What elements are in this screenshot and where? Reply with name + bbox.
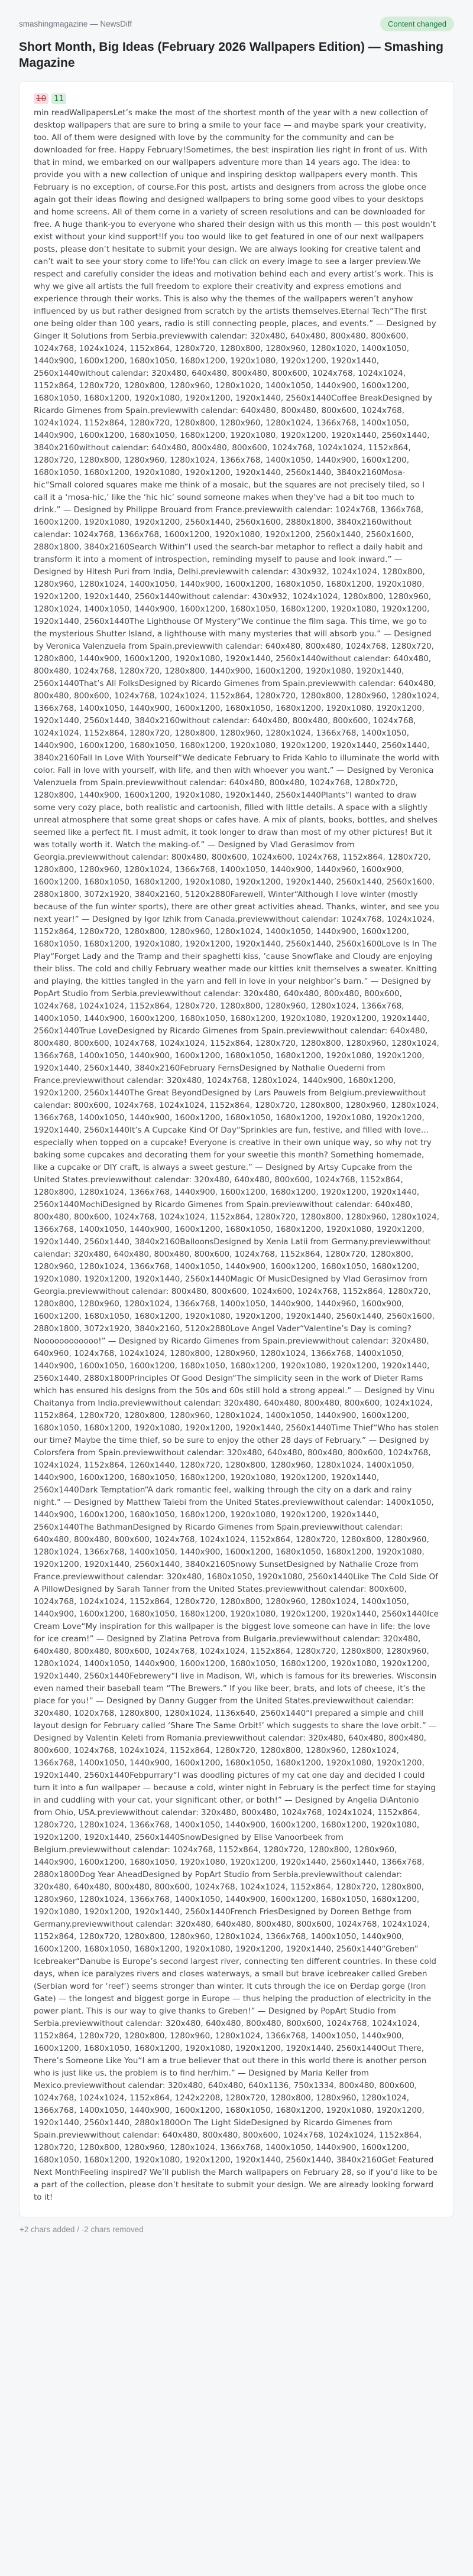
diff-summary-note: +2 chars added / -2 chars removed [20, 2224, 144, 2234]
diff-removed-text: 10 [34, 93, 48, 104]
status-badge: Content changed [380, 17, 454, 31]
article-diff-body: min readWallpapersLet’s make the most of the shortest month of the year with a new collection of desktop wallpapers that are sure to bring a smile to your face — and maybe spark your creativity, too. All of them were designed with love by the community for the community and can be downloaded for free. Happy February!Sometimes, the best inspiration lies right in front of us. With that in mind, we embarked on our wallpapers adventure more than 14 years ago. The idea: to provide you with a new collection of unique and inspiring desktop wallpapers every month. This February is no exception, of course.For this post, artists and designers from across the globe once again got their ideas flowing and designed wallpapers to bring some good vibes to your desktops and home screens. All of them come in a variety of screen resolutions and can be downloaded for free. A huge thank-you to everyone who shared their design with us this month — this post wouldn’t exist without your kind support!If you too would like to get featured in one of our next wallpapers posts, please don’t hesitate to submit your design. We are always looking for creative talent and can’t wait to see your story come to life!You can click on every image to see a larger preview.We respect and carefully consider the ideas and motivation behind each and every artist’s work. This is why we give all artists the full freedom to explore their creativity and express emotions and experience through their works. This is also why the themes of the wallpapers weren’t anyhow influenced by us but rather designed from scratch by the artists themselves.Eternal Tech“The first one being older than 100 years, radio is still connecting people, places, and events.” — Designed by Ginger It Solutions from Serbia.previewwith calendar: 320x480, 640x480, 800x480, 800x600, 1024x768, 1024x1024, 1152x864, 1280x720, 1280x800, 1280x960, 1280x1020, 1400x1050, 1440x900, 1600x1200, 1680x1050, 1680x1200, 1920x1080, 1920x1200, 1920x1440, 2560x1440without calendar: 320x480, 640x480, 800x480, 800x600, 1024x768, 1024x1024, 1152x864, 1280x720, 1280x800, 1280x960, 1280x1020, 1400x1050, 1440x900, 1600x1200, 1680x1050, 1680x1200, 1920x1080, 1920x1200, 1920x1440, 2560x1440Coffee BreakDesigned by Ricardo Gimenes from Spain.previewwith calendar: 640x480, 800x480, 800x600, 1024x768, 1024x1024, 1152x864, 1280x720, 1280x800, 1280x960, 1280x1024, 1366x768, 1400x1050, 1440x900, 1600x1200, 1680x1050, 1680x1200, 1920x1080, 1920x1200, 1920x1440, 2560x1440, 3840x2160without calendar: 640x480, 800x480, 800x600, 1024x768, 1024x1024, 1152x864, 1280x720, 1280x800, 1280x960, 1280x1024, 1366x768, 1400x1050, 1440x900, 1600x1200, 1680x1050, 1680x1200, 1920x1080, 1920x1200, 1920x1440, 2560x1440, 3840x2160Mosa-hic“Small colored squares make me think of a mosaic, but the squares are not precisely tiled, so I call it a ‘mosa-hic,’ like the ‘hic hic’ sound someone makes when they’ve had a bit too much to drink.” — Designed by Philippe Brouard from France.previewwith calendar: 1024x768, 1366x768, 1600x1200, 1920x1080, 1920x1200, 2560x1440, 2560x1600, 2880x1800, 3840x2160without calendar: 1024x768, 1366x768, 1600x1200, 1920x1080, 1920x1200, 2560x1440, 2560x1600, 2880x1800, 3840x2160Search Within“I used the search-bar metaphor to reflect a daily habit and transform it into a moment of introspection, reminding myself to pause and look inward.” — Designed by Hitesh Puri from India, Delhi.previewwith calendar: 430x932, 1024x1024, 1280x800, 1280x960, 1280x1024, 1400x1050, 1440x900, 1600x1200, 1680x1050, 1680x1200, 1920x1080, 1920x1200, 1920x1440, 2560x1440without calendar: 430x932, 1024x1024, 1280x800, 1280x960, 1280x1024, 1400x1050, 1440x900, 1600x1200, 1680x1050, 1680x1200, 1920x1080, 1920x1200, 1920x1440, 2560x1440The Lighthouse Of Mystery“We continue the film saga. This time, we go to the mysterious Shutter Island, a lighthouse with many mysteries that will absorb you.” — Designed by Veronica Valenzuela from Spain.previewwith calendar: 640x480, 800x480, 1024x768, 1280x720, 1280x800, 1440x900, 1600x1200, 1920x1080, 1920x1440, 2560x1440without calendar: 640x480, 800x480, 1024x768, 1280x720, 1280x800, 1440x900, 1600x1200, 1920x1080, 1920x1440, 2560x1440That’s All FolksDesigned by Ricardo Gimenes from Spain.previewwith calendar: 640x480, 800x480, 800x600, 1024x768, 1024x1024, 1152x864, 1280x720, 1280x800, 1280x960, 1280x1024, 1366x768, 1400x1050, 1440x900, 1600x1200, 1680x1050, 1680x1200, 1920x1080, 1920x1200, 1920x1440, 2560x1440, 3840x2160without calendar: 640x480, 800x480, 800x600, 1024x768, 1024x1024, 1152x864, 1280x720, 1280x800, 1280x960, 1280x1024, 1366x768, 1400x1050, 1440x900, 1600x1200, 1680x1050, 1680x1200, 1920x1080, 1920x1200, 1920x1440, 2560x1440, 3840x2160Fall In Love With Yourself“We dedicate February to Frida Kahlo to illuminate the world with color. Fall in love with yourself, with life, and then with whoever you want.” — Designed by Veronica Valenzuela from Spain.previewwithout calendar: 640x480, 800x480, 1024x768, 1280x720, 1280x800, 1440x900, 1600x1200, 1920x1080, 1920x1440, 2560x1440Plants“I wanted to draw some very cozy place, both realistic and cartoonish, filled with little details. A space with a slightly unreal atmosphere that some great shops or cafes have. A mix of plants, books, bottles, and shelves seemed like a perfect fit. I must admit, it took longer to draw than most of my other pictures! But it was totally worth it. Watch the making-of.” — Designed by Vlad Gerasimov from Georgia.previewwithout calendar: 800x480, 800x600, 1024x600, 1024x768, 1152x864, 1280x720, 1280x800, 1280x960, 1280x1024, 1366x768, 1400x1050, 1440x900, 1440x960, 1600x900, 1600x1200, 1680x1050, 1680x1200, 1920x1080, 1920x1200, 1920x1440, 2560x1440, 2560x1600, 2880x1800, 3072x1920, 3840x2160, 5120x2880Farewell, Winter“Although I love winter (mostly because of the fun winter sports), there are other great activities ahead. Thanks, winter, and see you next year!” — Designed by Igor Izhik from Canada.previewwithout calendar: 1024x768, 1024x1024, 1152x864, 1280x720, 1280x800, 1280x960, 1280x1024, 1400x1050, 1440x900, 1600x1200, 1680x1050, 1680x1200, 1920x1080, 1920x1200, 1920x1440, 2560x1440, 2560x1600Love Is In The Play“Forget Lady and the Tramp and their spaghetti kiss, ’cause Snowflake and Cloudy are enjoying their bliss. The cold and chilly February weather made our kitties knit themselves a sweater. Knitting and playing, the kitties tangled in the yarn and fell in love in your neighbor’s barn.” — Designed by PopArt Studio from Serbia.previewwithout calendar: 320x480, 640x480, 800x480, 800x600, 1024x768, 1024x1024, 1152x864, 1280x720, 1280x800, 1280x960, 1280x1024, 1366x768, 1400x1050, 1440x900, 1600x1200, 1680x1050, 1680x1200, 1920x1080, 1920x1200, 1920x1440, 2560x1440True LoveDesigned by Ricardo Gimenes from Spain.previewwithout calendar: 640x480, 800x480, 800x600, 1024x768, 1024x1024, 1152x864, 1280x720, 1280x800, 1280x960, 1280x1024, 1366x768, 1400x1050, 1440x900, 1600x1200, 1680x1050, 1680x1200, 1920x1080, 1920x1200, 1920x1440, 2560x1440, 3840x2160February FernsDesigned by Nathalie Ouederni from France.previewwithout calendar: 320x480, 1024x768, 1280x1024, 1440x900, 1680x1200, 1920x1200, 2560x1440The Great BeyondDesigned by Lars Pauwels from Belgium.previewwithout calendar: 800x600, 1024x768, 1024x1024, 1152x864, 1280x720, 1280x800, 1280x960, 1280x1024, 1366x768, 1400x1050, 1440x900, 1600x1200, 1680x1050, 1680x1200, 1920x1080, 1920x1200, 1920x1440, 2560x1440It’s A Cupcake Kind Of Day“Sprinkles are fun, festive, and filled with love… especially when topped on a cupcake! Everyone is creative in their own unique way, so why not try baking some cupcakes and decorating them for your sweetie this month? Something homemade, like a cupcake or DIY craft, is always a sweet gesture.” — Designed by Artsy Cupcake from the United States.previewwithout calendar: 320x480, 640x480, 800x600, 1024x768, 1152x864, 1280x800, 1280x1024, 1366x768, 1440x900, 1600x1200, 1680x1200, 1920x1200, 1920x1440, 2560x1440MochiDesigned by Ricardo Gimenes from Spain.previewwithout calendar: 640x480, 800x480, 800x600, 1024x768, 1024x1024, 1152x864, 1280x720, 1280x800, 1280x960, 1280x1024, 1366x768, 1400x1050, 1440x900, 1600x1200, 1680x1050, 1680x1200, 1920x1080, 1920x1200, 1920x1440, 2560x1440, 3840x2160BalloonsDesigned by Xenia Latii from Germany.previewwithout calendar: 320x480, 640x480, 800x480, 800x600, 1024x768, 1152x864, 1280x720, 1280x800, 1280x960, 1280x1024, 1366x768, 1400x1050, 1440x900, 1600x1200, 1680x1050, 1680x1200, 1920x1080, 1920x1200, 1920x1440, 2560x1440Magic Of MusicDesigned by Vlad Gerasimov from Georgia.previewwithout calendar: 800x480, 800x600, 1024x600, 1024x768, 1152x864, 1280x720, 1280x800, 1280x960, 1280x1024, 1366x768, 1400x1050, 1440x900, 1440x960, 1600x900, 1600x1200, 1680x1050, 1680x1200, 1920x1080, 1920x1200, 1920x1440, 2560x1440, 2560x1600, 2880x1800, 3072x1920, 3840x2160, 5120x2880Love Angel Vader“Valentine’s Day is coming? Noooooooooooo!” — Designed by Ricardo Gimenes from Spain.previewwithout calendar: 320x480, 640x960, 1024x768, 1024x1024, 1280x800, 1280x960, 1280x1024, 1366x768, 1400x1050, 1440x900, 1600x1050, 1600x1200, 1680x1050, 1680x1200, 1920x1080, 1920x1200, 1920x1440, 2560x1440, 2880x1800Principles Of Good Design“The simplicity seen in the work of Dieter Rams which has ensured his designs from the 50s and 60s still hold a strong appeal.” — Designed by Vinu Chaitanya from India.previewwithout calendar: 320x480, 640x480, 800x480, 800x600, 1024x1024, 1152x864, 1280x720, 1280x800, 1280x960, 1280x1024, 1400x1050, 1440x900, 1600x1200, 1680x1050, 1680x1200, 1920x1080, 1920x1200, 1920x1440, 2560x1440Time Thief“Who has stolen our time? Maybe the time thief, so be sure to enjoy the other 28 days of February.” — Designed by Colorsfera from Spain.previewwithout calendar: 320x480, 640x480, 800x480, 800x600, 1024x768, 1024x1024, 1152x864, 1260x1440, 1280x720, 1280x800, 1280x960, 1280x1024, 1400x1050, 1440x900, 1600x1200, 1680x1050, 1680x1200, 1920x1080, 1920x1200, 1920x1440, 2560x1440Dark Temptation“A dark romantic feel, walking through the city on a dark and rainy night.” — Designed by Matthew Talebi from the United States.previewwithout calendar: 1400x1050, 1440x900, 1600x1200, 1680x1050, 1680x1200, 1920x1080, 1920x1200, 1920x1440, 2560x1440The BathmanDesigned by Ricardo Gimenes from Spain.previewwithout calendar: 640x480, 800x480, 800x600, 1024x768, 1024x1024, 1152x864, 1280x720, 1280x800, 1280x960, 1280x1024, 1366x768, 1400x1050, 1440x900, 1600x1200, 1680x1050, 1680x1200, 1920x1080, 1920x1200, 1920x1440, 2560x1440, 3840x2160Snowy SunsetDesigned by Nathalie Croze from France.previewwithout calendar: 320x480, 1680x1050, 1920x1080, 2560x1440Like The Cold Side Of A PillowDesigned by Sarah Tanner from the United States.previewwithout calendar: 800x600, 1024x768, 1024x1024, 1152x864, 1280x720, 1280x800, 1280x960, 1280x1024, 1400x1050, 1440x900, 1600x1200, 1680x1050, 1680x1200, 1920x1080, 1920x1200, 1920x1440, 2560x1440Ice Cream Love“My inspiration for this wallpaper is the biggest love someone can have in life: the love for ice cream!” — Designed by Zlatina Petrova from Bulgaria.previewwithout calendar: 320x480, 640x480, 800x480, 800x600, 1024x768, 1024x1024, 1152x864, 1280x720, 1280x800, 1280x960, 1280x1024, 1400x1050, 1440x900, 1600x1200, 1680x1050, 1680x1200, 1920x1080, 1920x1200, 1920x1440, 2560x1440Febrewery“I live in Madison, WI, which is famous for its breweries. Wisconsin even named their baseball team “The Brewers.” If you like beer, brats, and lots of cheese, it’s the place for you!” — Designed by Danny Gugger from the United States.previewwithout calendar: 320x480, 1020x768, 1280x800, 1280x1024, 1136x640, 2560x1440“I prepared a simple and chill layout design for February called ‘Share The Same Orbit!’ which suggests to share the love orbit.” — Designed by Valentin Keleti from Romania.previewwithout calendar: 320x480, 640x480, 800x480, 800x600, 1024x768, 1024x1024, 1152x864, 1280x720, 1280x800, 1280x960, 1280x1024, 1366x768, 1400x1050, 1440x900, 1600x1200, 1680x1050, 1680x1200, 1920x1080, 1920x1200, 1920x1440, 2560x1440Febpurrary“I was doodling pictures of my cat one day and decided I could turn it into a fun wallpaper — because a cold, winter night in February is the perfect time for staying in and cuddling with your cat, your significant other, or both!” — Designed by Angelia DiAntonio from Ohio, USA.previewwithout calendar: 320x480, 800x480, 1024x768, 1024x1024, 1152x864, 1280x720, 1280x1024, 1366x768, 1400x1050, 1440x900, 1600x1200, 1680x1200, 1920x1080, 1920x1200, 1920x1440, 2560x1440SnowDesigned by Elise Vanoorbeek from Belgium.previewwithout calendar: 1024x768, 1152x864, 1280x720, 1280x800, 1280x960, 1440x900, 1600x1200, 1680x1050, 1920x1080, 1920x1200, 1920x1440, 2560x1440, 1366x768, 2880x1800Dog Year AheadDesigned by PopArt Studio from Serbia.previewwithout calendar: 320x480, 640x480, 800x480, 800x600, 1024x768, 1024x1024, 1152x864, 1280x720, 1280x800, 1280x960, 1280x1024, 1366x768, 1400x1050, 1440x900, 1600x1200, 1680x1050, 1680x1200, 1920x1080, 1920x1200, 1920x1440, 2560x1440French FriesDesigned by Doreen Bethge from Germany.previewwithout calendar: 320x480, 640x480, 800x480, 800x600, 1024x768, 1024x1024, 1152x864, 1280x720, 1280x800, 1280x960, 1280x1024, 1366x768, 1400x1050, 1440x900, 1600x1200, 1680x1050, 1680x1200, 1920x1080, 1920x1200, 1920x1440, 2560x1440“Greben” Icebreaker“Danube is Europe’s second largest river, connecting ten different countries. In these cold days, when ice paralyzes rivers and closes waterways, a small but brave icebreaker called Greben (Serbian word for ‘reef’) seems stronger than winter. It cuts through the ice on Đerdap gorge (Iron Gate) — the longest and biggest gorge in Europe — thus helping the production of electricity in the power plant. This is our way to give thanks to Greben!” — Designed by PopArt Studio from Serbia.previewwithout calendar: 320x480, 640x480, 800x480, 800x600, 1024x768, 1024x1024, 1152x864, 1280x720, 1280x800, 1280x960, 1280x1024, 1366x768, 1400x1050, 1440x900, 1600x1200, 1680x1050, 1680x1200, 1920x1080, 1920x1200, 1920x1440, 2560x1440Out There, There’s Someone Like You“I am a true believer that out there in this world there is another person who is just like us, the problem is to find her/him.” — Designed by Maria Keller from Mexico.previewwithout calendar: 320x480, 640x480, 640x1136, 750x1334, 800x480, 800x600, 1024x768, 1024x1024, 1152x864, 1242x2208, 1280x720, 1280x800, 1280x960, 1280x1024, 1366x768, 1400x1050, 1440x900, 1600x1200, 1680x1050, 1680x1200, 1920x1080, 1920x1200, 1920x1440, 2560x1440, 2880x1800On The Light SideDesigned by Ricardo Gimenes from Spain.previewwithout calendar: 640x480, 800x480, 800x600, 1024x768, 1024x1024, 1152x864, 1280x720, 1280x800, 1280x960, 1280x1024, 1366x768, 1400x1050, 1440x900, 1600x1200, 1680x1050, 1680x1200, 1920x1080, 1920x1200, 1920x1440, 2560x1440, 3840x2160Get Featured Next MonthFeeling inspired? We’ll publish the March wallpapers on February 28, so if you’d like to be a part of the collection, please don’t hesitate to submit your design. We are already looking forward to it! [34, 108, 439, 2202]
diff-card [19, 81, 454, 2217]
diff-change-line [34, 92, 439, 105]
diff-added-text: 11 [51, 93, 66, 104]
source-label: smashingmagazine — NewsDiff [19, 19, 132, 28]
page-title: Short Month, Big Ideas (February 2026 Wallpapers Edition) — Smashing Magazine [19, 40, 443, 70]
page-header [19, 17, 454, 31]
